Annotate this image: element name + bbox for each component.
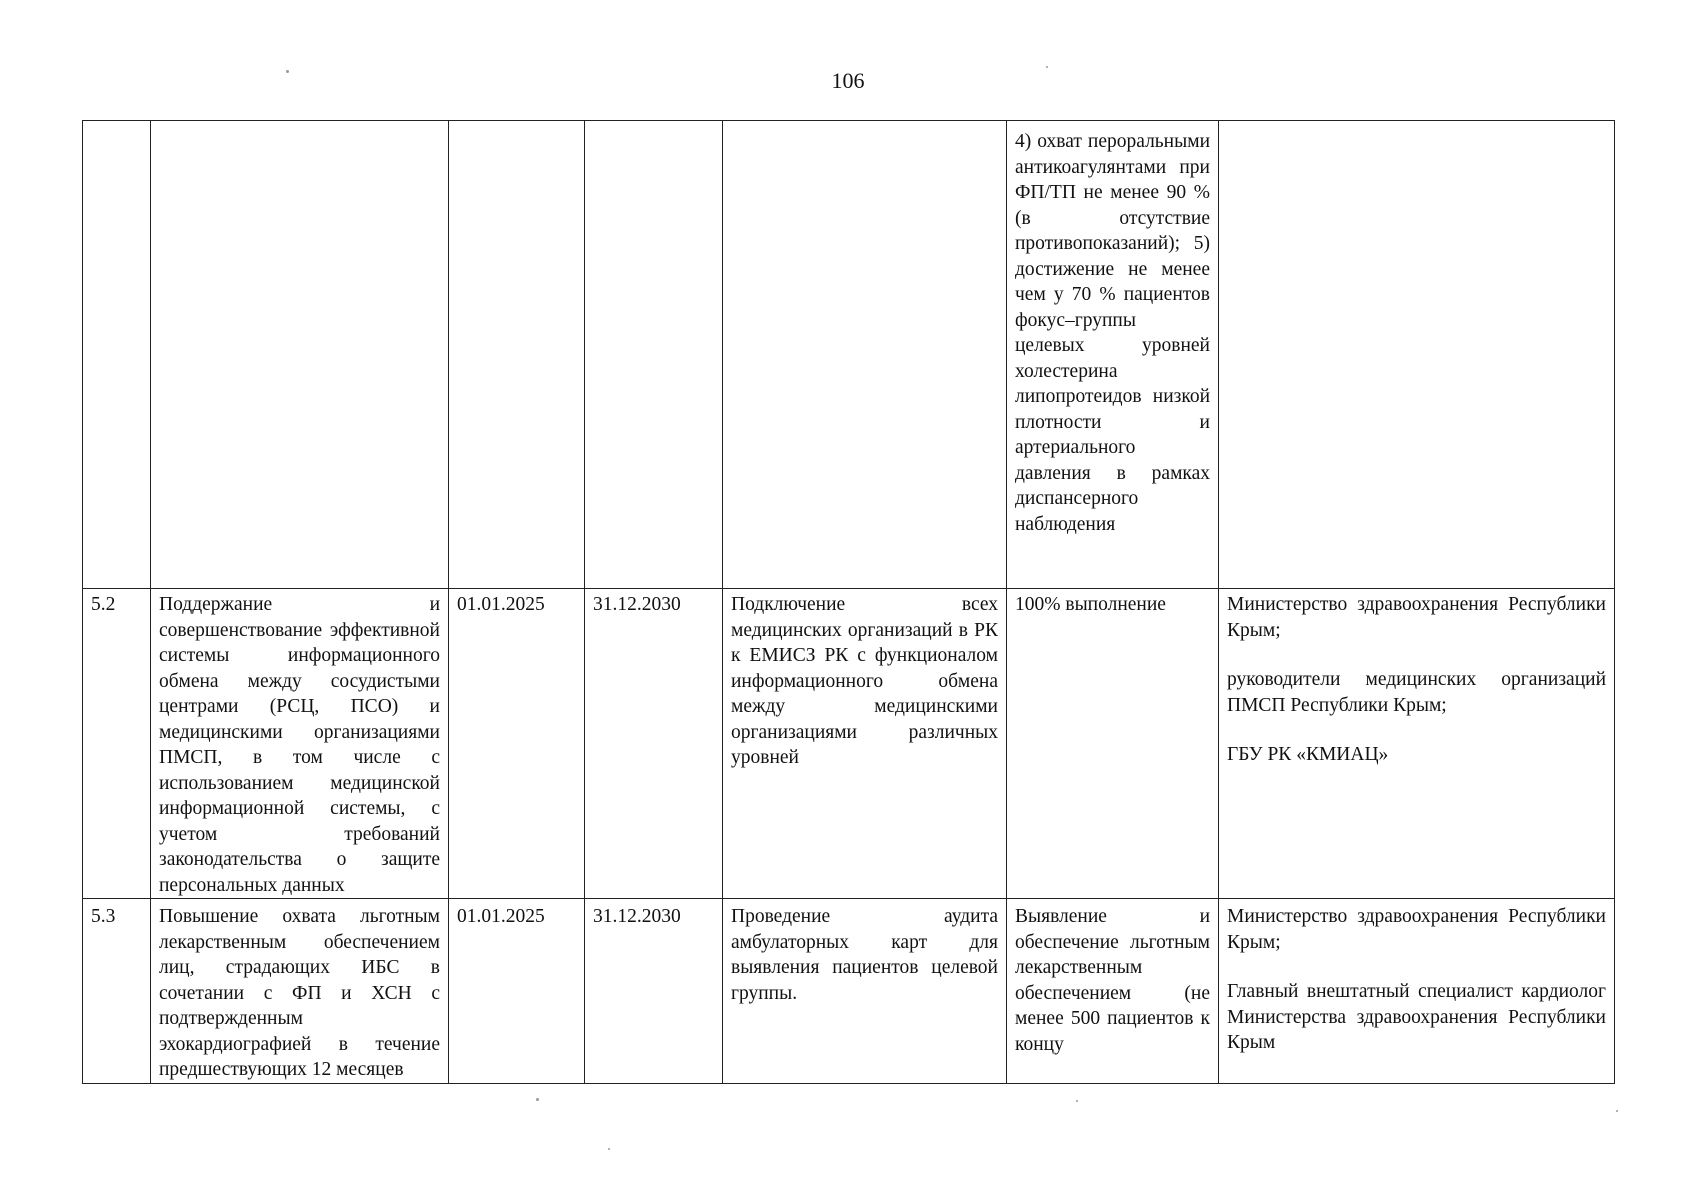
end-date-cell: 31.12.2030 <box>585 589 723 899</box>
table-row <box>83 899 1615 1084</box>
start-date-cell: 01.01.2025 <box>449 589 585 899</box>
event-cell: Повышение охвата льготным лекарственным обеспечением лиц, страдающих ИБС в сочетании с ФП и ХСН с подтвержденным эхокардиографией в течение предшествующих 12 месяцев <box>151 899 449 1084</box>
table-row <box>83 121 1615 589</box>
responsible-line: Министерство здравоохранения Республики Крым; <box>1227 906 1606 953</box>
result-cell: Выявление и обеспечение льготным лекарственным обеспечением (не менее 500 пациентов к концу <box>1007 899 1219 1084</box>
responsible-cell <box>1219 121 1615 589</box>
responsible-cell <box>1219 899 1615 1084</box>
responsible-line: Министерство здравоохранения Республики Крым; <box>1227 594 1606 641</box>
scan-speck <box>286 70 289 73</box>
start-date-cell <box>449 121 585 589</box>
plan-table <box>82 120 1615 1084</box>
action-cell: Подключение всех медицинских организаций в РК к ЕМИСЗ РК с функционалом информационного обмена между медицинскими организациями различных уровней <box>723 589 1007 899</box>
scan-speck <box>1616 1110 1618 1112</box>
result-cell: 4) охват пероральными антикоагулянтами при ФП/ТП не менее 90 % (в отсутствие противопоказаний); 5) достижение не менее чем у 70 % пациентов фокус–группы целевых уровней холестерина липопротеидов низкой плотности и артериального давления в рамках диспансерного наблюдения <box>1007 121 1219 589</box>
end-date-cell <box>585 121 723 589</box>
action-cell: Проведение аудита амбулаторных карт для выявления пациентов целевой группы. <box>723 899 1007 1084</box>
event-cell <box>151 121 449 589</box>
result-cell: 100% выполнение <box>1007 589 1219 899</box>
start-date-cell: 01.01.2025 <box>449 899 585 1084</box>
page-number: 106 <box>831 68 865 93</box>
end-date-cell: 31.12.2030 <box>585 899 723 1084</box>
responsible-line: Главный внештатный специалист кардиолог Министерства здравоохранения Республики Крым <box>1227 981 1606 1053</box>
table-row <box>83 589 1615 899</box>
scan-speck <box>536 1098 539 1101</box>
event-cell: Поддержание и совершенствование эффективной системы информационного обмена между сосудистыми центрами (РСЦ, ПСО) и медицинскими организациями ПМСП, в том числе с использованием медицинской информационной системы, с учетом требований законодательства о защите персональных данных <box>151 589 449 899</box>
responsible-line: руководители медицинских организаций ПМСП Республики Крым; <box>1227 669 1606 716</box>
row-number-cell: 5.3 <box>83 899 151 1084</box>
scan-speck <box>1076 1100 1078 1102</box>
action-cell <box>723 121 1007 589</box>
responsible-line: ГБУ РК «КМИАЦ» <box>1227 744 1389 765</box>
scan-speck <box>1046 66 1048 68</box>
row-number-cell: 5.2 <box>83 589 151 899</box>
scan-speck <box>608 1148 610 1150</box>
responsible-cell <box>1219 589 1615 899</box>
row-number-cell <box>83 121 151 589</box>
